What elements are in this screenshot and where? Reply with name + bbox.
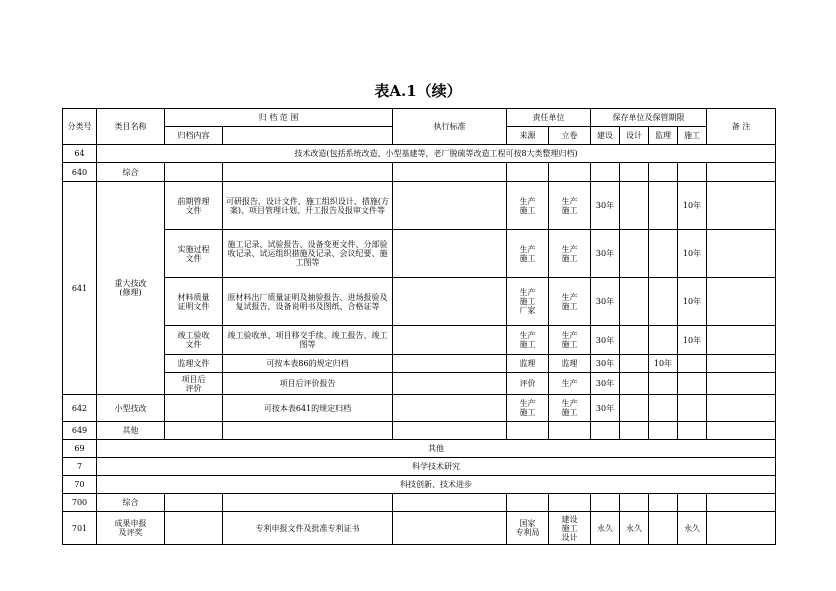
row-design (620, 326, 649, 355)
row-category-text: 技术改造(包括系统改造、小型基建等，老厂脱硫等改造工程可按8大类整理归档) (97, 145, 776, 163)
row-archive-content: 前期管理 文件 (165, 182, 223, 230)
row-source: 评价 (507, 373, 549, 395)
row-scope: 专利申报文件及批准专利证书 (223, 512, 393, 545)
header-builder: 施工 (678, 127, 707, 145)
row-design (620, 373, 649, 395)
row-builder (678, 355, 707, 373)
row-source: 监理 (507, 355, 549, 373)
row-category-text: 科学技术研究 (97, 458, 776, 476)
table-row (63, 440, 776, 458)
row-scope: 原材料出厂质量证明及抽验报告、进场报验及复试报告，设备说明书及图纸、合格证等 (223, 278, 393, 326)
row-builder: 10年 (678, 230, 707, 278)
header-source: 来源 (507, 127, 549, 145)
table-row (63, 458, 776, 476)
row-name: 综合 (97, 163, 165, 182)
row-construction: 永久 (591, 512, 620, 545)
row-scope: 项目后评价报告 (223, 373, 393, 395)
table-row (63, 278, 776, 326)
table-row (63, 355, 776, 373)
row-code: 64 (63, 145, 97, 163)
row-construction: 30年 (591, 395, 620, 422)
header-construction: 建设 (591, 127, 620, 145)
table-title: 表A.1（续） (374, 82, 462, 100)
row-builder: 10年 (678, 182, 707, 230)
table-row (63, 163, 776, 182)
table-row (63, 182, 776, 230)
row-design: 永久 (620, 512, 649, 545)
header-design: 设计 (620, 127, 649, 145)
header-scope-blank (223, 127, 393, 145)
table-row (63, 494, 776, 512)
row-category-text: 科技创新、技术进步 (97, 476, 776, 494)
table-row (63, 326, 776, 355)
row-archive-content: 项目后 评价 (165, 373, 223, 395)
header-storage: 保存单位及保管期限 (591, 109, 707, 127)
row-code: 69 (63, 440, 97, 458)
row-source: 国家 专利局 (507, 512, 549, 545)
row-name: 重大技改 (修理) (97, 182, 165, 395)
table-row (63, 395, 776, 422)
row-name: 其他 (97, 422, 165, 440)
header-archive-content: 归档内容 (165, 127, 223, 145)
header-responsible-unit: 责任单位 (507, 109, 591, 127)
row-construction: 30年 (591, 182, 620, 230)
row-name: 小型技改 (97, 395, 165, 422)
row-source: 生产 施工 (507, 182, 549, 230)
header-code: 分类号 (63, 109, 97, 145)
row-supervision (649, 373, 678, 395)
row-filing: 生产 施工 (549, 182, 591, 230)
row-builder: 10年 (678, 278, 707, 326)
row-scope: 可研报告、设计文件、施工组织设计、措施(方案)、项目管理计划、开工报告及报审文件等 (223, 182, 393, 230)
row-code: 649 (63, 422, 97, 440)
header-standard: 执行标准 (393, 109, 507, 145)
row-filing: 生产 施工 (549, 278, 591, 326)
row-archive-content: 监理文件 (165, 355, 223, 373)
row-supervision (649, 230, 678, 278)
row-builder: 永久 (678, 512, 707, 545)
row-archive-content: 竣工验收 文件 (165, 326, 223, 355)
row-code: 701 (63, 512, 97, 545)
row-builder: 10年 (678, 326, 707, 355)
row-design (620, 230, 649, 278)
row-source: 生产 施工 厂家 (507, 278, 549, 326)
header-category-name: 类目名称 (97, 109, 165, 145)
table-row (63, 145, 776, 163)
row-builder (678, 373, 707, 395)
row-supervision (649, 326, 678, 355)
row-supervision (649, 182, 678, 230)
row-construction: 30年 (591, 373, 620, 395)
row-code: 700 (63, 494, 97, 512)
row-code: 642 (63, 395, 97, 422)
row-filing: 生产 施工 (549, 395, 591, 422)
table-row (63, 476, 776, 494)
row-code: 641 (63, 182, 97, 395)
row-source: 生产 施工 (507, 395, 549, 422)
row-construction: 30年 (591, 230, 620, 278)
row-code: 70 (63, 476, 97, 494)
row-scope: 竣工验收单、项目移交手续、竣工报告、竣工图等 (223, 326, 393, 355)
table-row (63, 422, 776, 440)
table-row (63, 230, 776, 278)
row-construction: 30年 (591, 326, 620, 355)
row-name: 成果申报 及评奖 (97, 512, 165, 545)
row-archive-content: 实施过程 文件 (165, 230, 223, 278)
row-code: 640 (63, 163, 97, 182)
row-source: 生产 施工 (507, 230, 549, 278)
row-supervision: 10年 (649, 355, 678, 373)
row-scope: 可按本表641的规定归档 (223, 395, 393, 422)
row-filing: 生产 施工 (549, 326, 591, 355)
row-filing: 建设 施工 设计 (549, 512, 591, 545)
row-name: 综合 (97, 494, 165, 512)
row-scope: 施工记录、试验报告、设备变更文件、分部验收记录、试运组织措施及记录、会议纪要、施工图等 (223, 230, 393, 278)
header-archive-scope: 归 档 范 围 (165, 109, 393, 127)
row-supervision (649, 512, 678, 545)
row-design (620, 278, 649, 326)
row-supervision (649, 278, 678, 326)
row-design (620, 182, 649, 230)
header-remarks: 备 注 (707, 109, 776, 145)
archive-classification-table (62, 108, 776, 545)
table-row (63, 512, 776, 545)
row-filing: 生产 施工 (549, 230, 591, 278)
row-construction: 30年 (591, 278, 620, 326)
row-scope: 可按本表86的规定归档 (223, 355, 393, 373)
row-code: 7 (63, 458, 97, 476)
row-filing: 生产 (549, 373, 591, 395)
row-archive-content: 材料质量 证明文件 (165, 278, 223, 326)
row-filing: 监理 (549, 355, 591, 373)
header-filing: 立卷 (549, 127, 591, 145)
row-design (620, 355, 649, 373)
row-source: 生产 施工 (507, 326, 549, 355)
table-row (63, 373, 776, 395)
header-supervision: 监理 (649, 127, 678, 145)
row-category-text: 其他 (97, 440, 776, 458)
row-construction: 30年 (591, 355, 620, 373)
